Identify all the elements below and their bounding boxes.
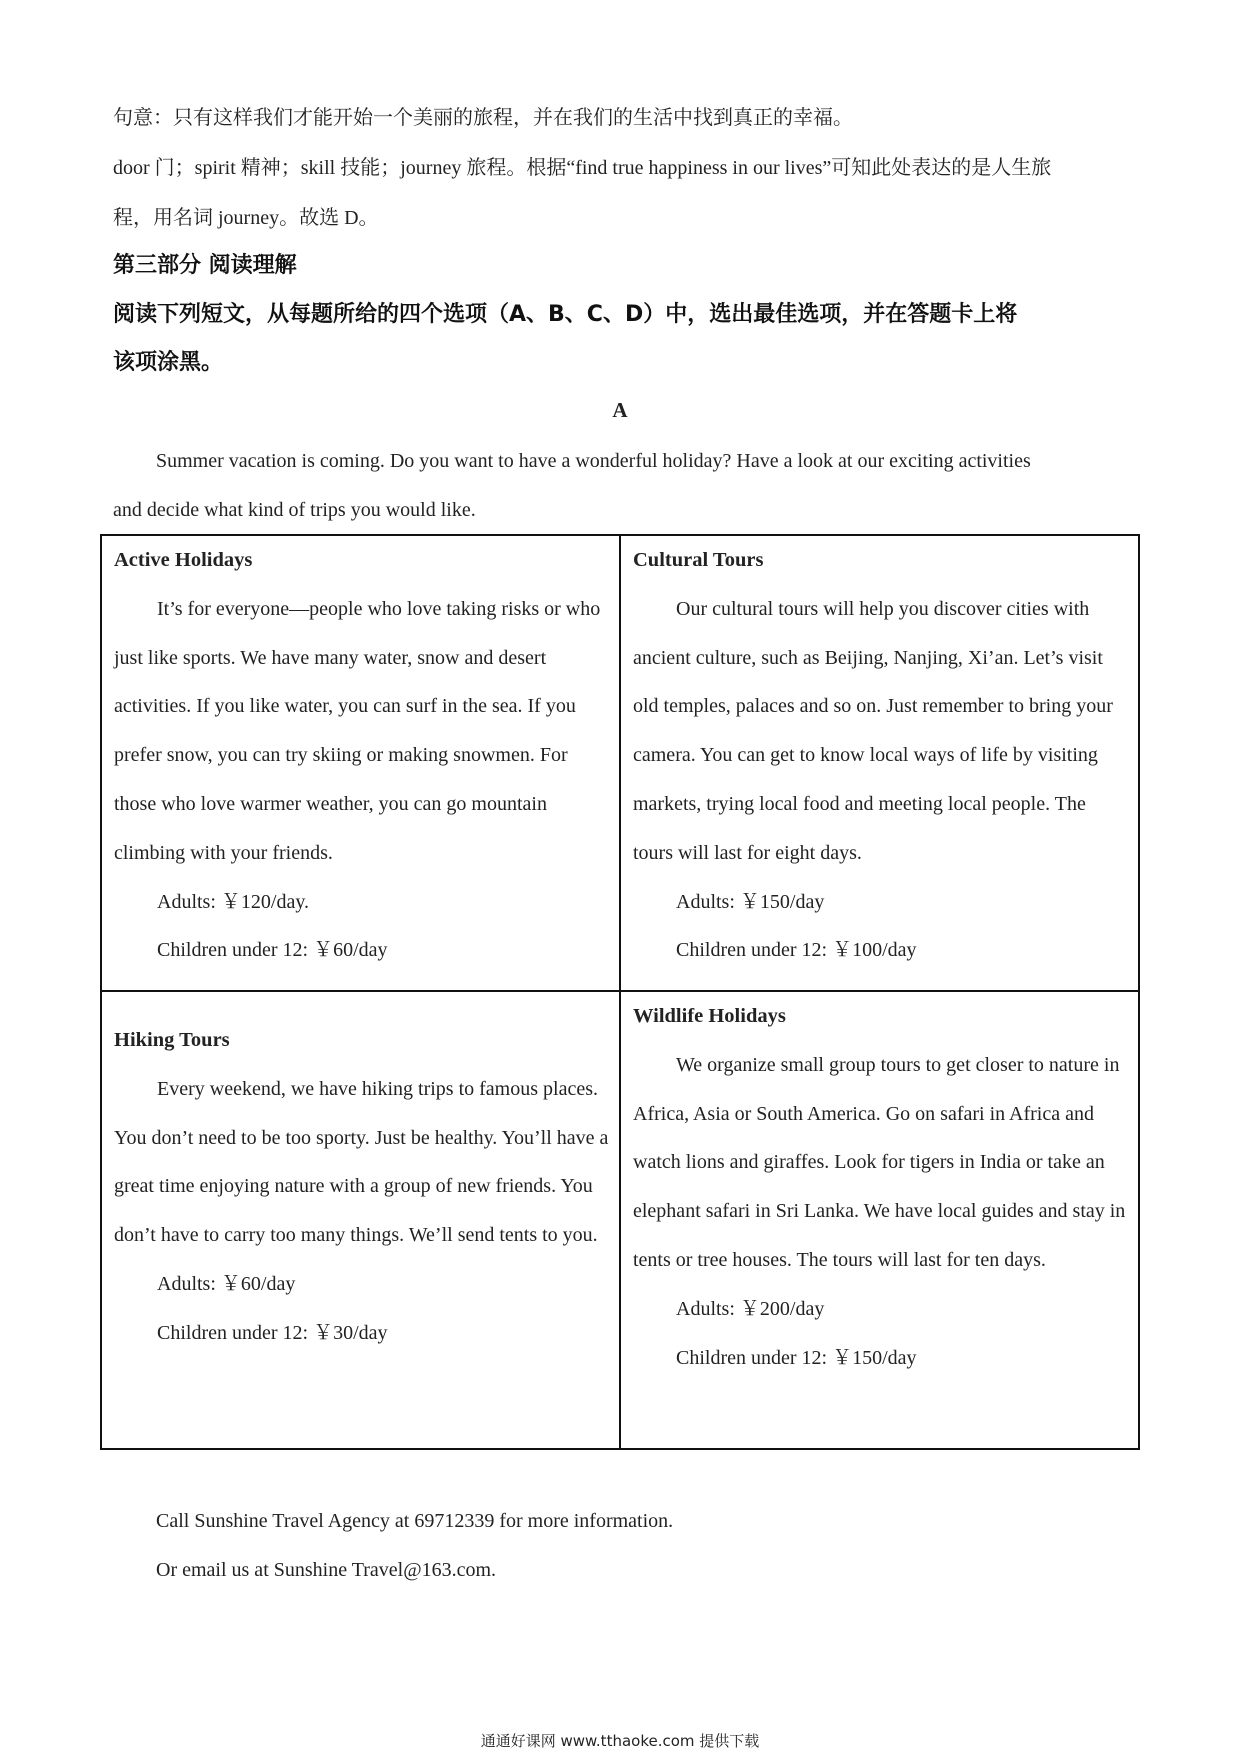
tour-title: Wildlife Holidays <box>633 1005 786 1027</box>
page-footer: 通通好课网 www.tthaoke.com 提供下载 <box>480 1732 760 1750</box>
section-title: 第三部分 阅读理解 <box>113 253 297 278</box>
tour-title: Active Holidays <box>114 549 253 571</box>
contact-email: Or email us at Sunshine Travel@163.com. <box>156 1559 497 1581</box>
tour-cell-active-holidays <box>101 535 620 991</box>
explanation-line-2: door 门；spirit 精神；skill 技能；journey 旅程。根据“find true happiness in our lives”可知此处表达的是人生旅 <box>113 157 1052 179</box>
tour-title: Hiking Tours <box>114 1029 230 1051</box>
child-price: Children under 12: ￥150/day <box>676 1346 917 1369</box>
instruction-line-2: 该项涂黑。 <box>113 350 224 375</box>
child-price: Children under 12: ￥60/day <box>157 939 388 962</box>
instruction-line-1: 阅读下列短文，从每题所给的四个选项（A、B、C、D）中，选出最佳选项，并在答题卡上将 <box>113 302 1018 327</box>
tour-description: Our cultural tours will help you discover cities with ancient culture, such as Beijing, Nanjing, Xi’an. Let’s visit old temples, palaces and so on. Just remember to bring your camera. You can get to know local ways of life by visiting markets, trying local food and meeting local people. The tours will last for eight days. <box>633 597 1113 864</box>
adult-price: Adults: ￥200/day <box>676 1297 825 1320</box>
tour-cell-wildlife-holidays <box>620 991 1139 1449</box>
explanation-line-1: 句意：只有这样我们才能开始一个美丽的旅程，并在我们的生活中找到真正的幸福。 <box>113 107 853 129</box>
adult-price: Adults: ￥60/day <box>157 1272 296 1295</box>
child-price: Children under 12: ￥30/day <box>157 1321 388 1344</box>
passage-intro-line-2: and decide what kind of trips you would like. <box>113 499 476 521</box>
child-price: Children under 12: ￥100/day <box>676 939 917 962</box>
tour-title: Cultural Tours <box>633 549 764 571</box>
tour-description: We organize small group tours to get closer to nature in Africa, Asia or South America. Go on safari in Africa and watch lions and giraffes. Look for tigers in India or take an elephant safari in Sri Lanka. We have local guides and stay in tents or tree houses. The tours will last for ten days. <box>633 1053 1126 1271</box>
passage-label: A <box>612 398 628 422</box>
tour-cell-hiking-tours <box>101 991 620 1449</box>
tour-cell-cultural-tours <box>620 535 1139 991</box>
passage-intro-line-1: Summer vacation is coming. Do you want to have a wonderful holiday? Have a look at our exciting activities <box>156 450 1031 472</box>
explanation-line-3: 程，用名词 journey。故选 D。 <box>113 207 379 229</box>
tour-description: Every weekend, we have hiking trips to famous places. You don’t need to be too sporty. Just be healthy. You’ll have a great time enjoying nature with a group of new friends. You don’t have to carry too many things. We’ll send tents to you. <box>114 1077 609 1247</box>
adult-price: Adults: ￥150/day <box>676 890 825 913</box>
contact-phone: Call Sunshine Travel Agency at 69712339 for more information. <box>156 1510 674 1532</box>
tour-description: It’s for everyone—people who love taking risks or who just like sports. We have many water, snow and desert activities. If you like water, you can surf in the sea. If you prefer snow, you can try skiing or making snowmen. For those who love warmer weather, you can go mountain climbing with your friends. <box>114 597 601 864</box>
tours-table <box>100 534 1140 1450</box>
adult-price: Adults: ￥120/day. <box>157 890 310 913</box>
